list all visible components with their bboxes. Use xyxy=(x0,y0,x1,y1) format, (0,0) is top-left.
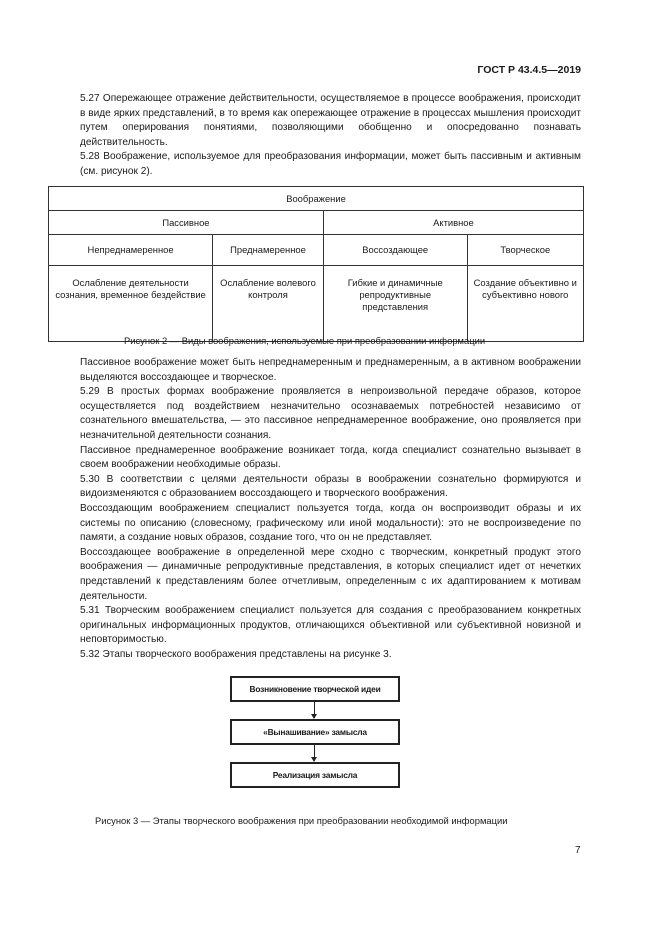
description-cell-creative: Создание объективно и субъективно нового xyxy=(467,266,583,342)
type-cell-reconstructive: Воссоздающее xyxy=(323,235,467,266)
paragraph-5-29: 5.29 В простых формах воображение проявляется в непроизвольной передаче образов, которое осуществляется под воздействием незначительно осознаваемых потребностей независимо от сознательного вмешательства, — это пассивное непреднамеренное воображение, оно проявляется при незначительной деятельности сознания. xyxy=(80,386,581,441)
imagination-root-cell: Воображение xyxy=(49,187,584,211)
paragraph-5-30: 5.30 В соответствии с целями деятельности образы в воображении сознательно формируются и видоизменяются с образованием воссоздающего и творческого воображения. xyxy=(80,473,581,500)
paragraph-5-28: 5.28 Воображение, используемое для преобразования информации, может быть пассивным и активным (см. рисунок 2). xyxy=(80,151,581,177)
paragraph-reconstructive-product: Воссоздающее воображение в определенной мере сходно с творческим, конкретный продукт этого воображения — динамичные репродуктивные представления, в которых специалист идет от нечетких представлений к представлениям более отчетливым, определенным с их адаптированием к мотивам деятельности. xyxy=(80,546,581,602)
figure-2-caption: Рисунок 2 — Виды воображения, используемые при преобразовании информации xyxy=(124,335,486,346)
paragraph-reconstructive-use: Воссоздающим воображением специалист пользуется тогда, когда он воспроизводит образы и их системы по описанию (словесному, графическому или иной модальности): это не воспроизведение по памяти, а создание новых образов, создание того, что он не представляет. xyxy=(80,502,581,544)
type-cell-intentional: Преднамеренное xyxy=(213,235,324,266)
page-number: 7 xyxy=(575,845,581,856)
description-cell-unintentional: Ослабление деятельности сознания, временное бездействие xyxy=(49,266,213,342)
text-block-main xyxy=(80,356,581,662)
paragraph-passive-intentional: Пассивное преднамеренное воображение возникает тогда, когда специалист сознательно вызывает в своем воображении необходимые образы. xyxy=(80,444,581,471)
figure-2-table xyxy=(48,186,584,342)
description-cell-intentional: Ослабление волевого контроля xyxy=(213,266,324,342)
passive-cell: Пассивное xyxy=(49,211,324,235)
text-block-top xyxy=(80,92,581,180)
type-cell-unintentional: Непреднамеренное xyxy=(49,235,213,266)
paragraph-5-31: 5.31 Творческим воображением специалист пользуется для создания с преобразованием конкретных оригинальных информационных продуктов, отличающихся объективной или субъективной новизной и неповторимостью. xyxy=(80,605,581,646)
description-cell-reconstructive: Гибкие и динамичные репродуктивные представления xyxy=(323,266,467,342)
document-code: ГОСТ Р 43.4.5—2019 xyxy=(477,64,581,76)
flow-step-incubation: «Вынашивание» замысла xyxy=(230,719,400,745)
paragraph-passive-summary: Пассивное воображение может быть непреднамеренным и преднамеренным, а в активном воображении выделяются воссоздающее и творческое. xyxy=(80,357,581,383)
active-cell: Активное xyxy=(323,211,583,235)
flow-arrow-1 xyxy=(314,702,315,718)
paragraph-5-27: 5.27 Опережающее отражение действительности, осуществляемое в процессе воображения, происходит в виде ярких представлений, в то время как опережающее отражение в процессах мышления происходит путем оперирования понятиями, позволяющими обобщенно и опосредованно познавать действительность. xyxy=(80,93,581,148)
paragraph-5-32: 5.32 Этапы творческого воображения представлены на рисунке 3. xyxy=(80,648,392,660)
flow-step-realization: Реализация замысла xyxy=(230,762,400,788)
flow-step-idea: Возникновение творческой идеи xyxy=(230,676,400,702)
figure-3-caption: Рисунок 3 — Этапы творческого воображения при преобразовании необходимой информации xyxy=(95,815,508,826)
type-cell-creative: Творческое xyxy=(467,235,583,266)
flow-arrow-2 xyxy=(314,745,315,761)
